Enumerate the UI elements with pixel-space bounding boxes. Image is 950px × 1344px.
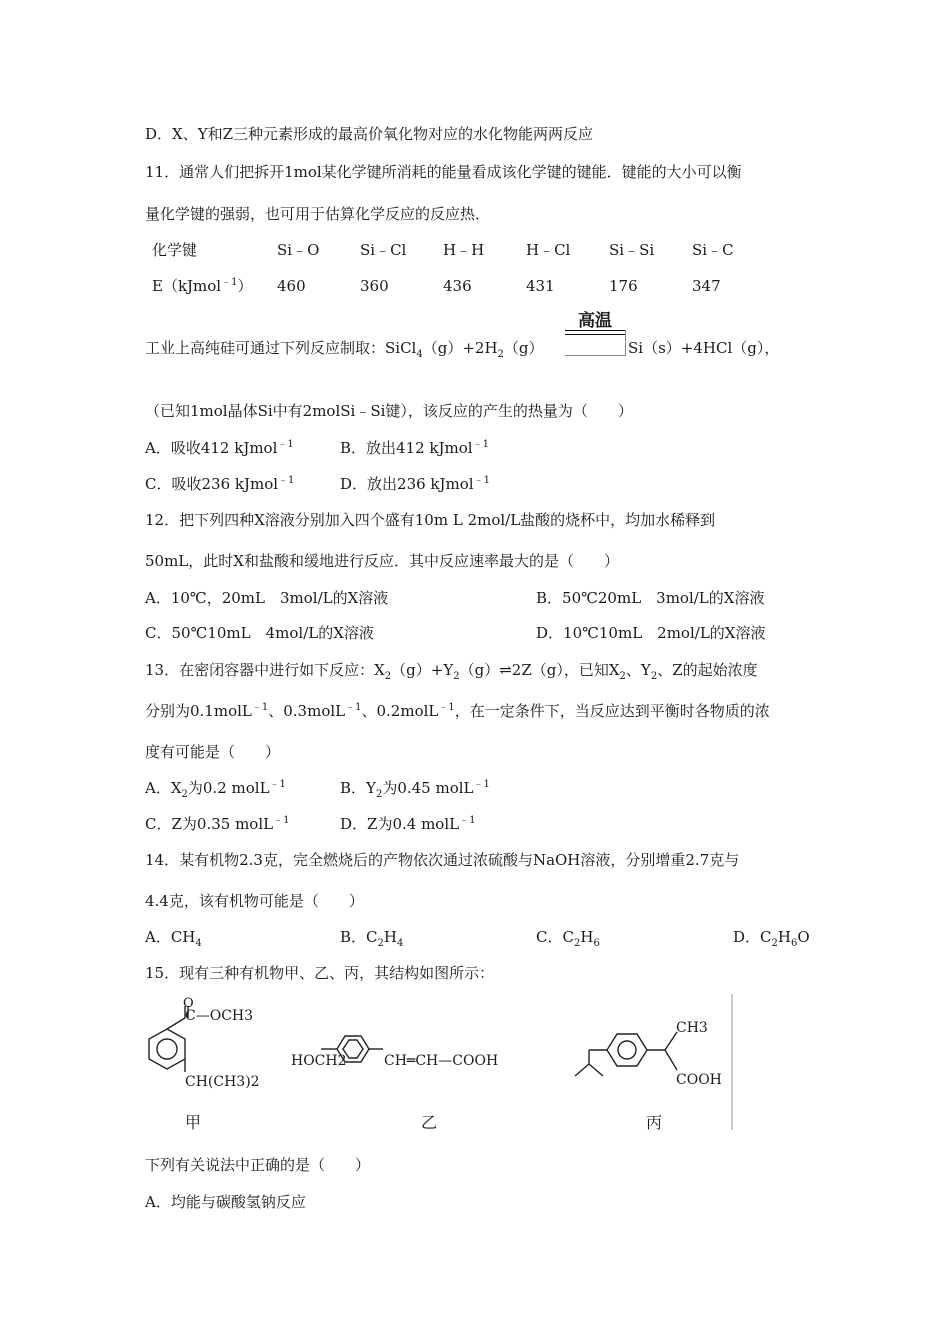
table-header: H﹣H [443,241,485,259]
table-cell: 436 [443,277,472,295]
q12-stem-line2: 50mL，此时X和盐酸和缓地进行反应．其中反应速率最大的是（ ） [145,552,619,570]
table-header: Si﹣O [277,241,320,259]
q13-option-a: A．$X_2$为0.2 molL$^{﹣1}$ [145,779,286,800]
q11-option-c: C．吸收236 kJmol$^{﹣1}$ [145,475,295,493]
q12-stem-line1: 12．把下列四种X溶液分别加入四个盛有10m L 2mol/L盐酸的烧杯中，均加水稀释到 [145,511,716,529]
q10-option-d: D．X、Y和Z三种元素形成的最高价氧化物对应的水化物能两两反应 [145,125,594,143]
structure-bing [575,1032,677,1076]
reaction-condition-label: 高温 [578,311,612,331]
q12-option-d: D．10℃10mL 2mol/L的X溶液 [536,624,766,642]
table-header: Si﹣Si [609,241,655,259]
jia-ester-group: C—OCH3 [185,1008,254,1024]
q12-option-b: B．50℃20mL 3mol/L的X溶液 [536,589,765,607]
label-yi: 乙 [421,1113,438,1132]
reaction-condition-arrow [563,306,627,356]
q12-option-c: C．50℃10mL 4mol/L的X溶液 [145,624,374,642]
q11-option-b: B．放出412 kJmol$^{﹣1}$ [340,439,489,457]
yi-hydroxymethyl: HOCH2 [291,1053,347,1069]
label-jia: 甲 [185,1113,202,1132]
bing-carboxyl: COOH [676,1072,722,1088]
table-cell: 431 [526,277,555,295]
q14-option-d: D．$C_2H_6O$ [733,928,810,949]
q13-stem-line3: 度有可能是（ ） [145,743,281,761]
q11-reaction-left: 工业上高纯硅可通过下列反应制取：$SiCl_4(g)+2H_2(g)$ [145,339,544,360]
q13-option-b: B．$Y_2$为0.45 molL$^{﹣1}$ [340,779,490,800]
q11-stem-line2: 量化学键的强弱，也可用于估算化学反应的反应热． [145,205,491,223]
q14-option-c: C．$C_2H_6$ [536,928,600,949]
q14-stem-line2: 4.4克，该有机物可能是（ ） [145,892,364,910]
q13-option-c: C．Z为0.35 molL$^{﹣1}$ [145,815,290,833]
q15-option-a: A．均能与碳酸氢钠反应 [145,1193,306,1211]
q11-option-a: A．吸收412 kJmol$^{﹣1}$ [145,439,294,457]
q13-stem-line2: 分别为0.1molL$^{﹣1}$、0.3molL$^{﹣1}$、0.2molL$^{﹣1}$，在一定条件下，当反应达到平衡时各物质的浓 [145,702,770,720]
table-header-bond: 化学键 [152,241,198,259]
bing-methyl: CH3 [676,1020,708,1036]
jia-carbonyl-o: O [183,996,194,1011]
q14-option-b: B．$C_2H_4$ [340,928,404,949]
table-header: H﹣Cl [526,241,571,259]
q15-stem-line2: 下列有关说法中正确的是（ ） [145,1156,371,1174]
structure-figure [145,992,735,1132]
table-header: Si﹣C [692,241,734,259]
table-cell: 460 [277,277,306,295]
q11-reaction-right: Si（s）+4HCl（g）， [628,339,780,357]
q14-option-a: A．$CH_4$ [145,928,202,949]
table-header: Si﹣Cl [360,241,407,259]
q11-option-d: D．放出236 kJmol$^{﹣1}$ [340,475,490,493]
q11-stem-line4: （已知1mol晶体Si中有2molSi﹣Si键），该反应的产生的热量为（ ） [145,402,633,420]
table-cell: 176 [609,277,638,295]
structure-jia [149,1006,188,1072]
q12-option-a: A．10℃，20mL 3mol/L的X溶液 [145,589,389,607]
q15-stem-line1: 15．现有三种有机物甲、乙、丙，其结构如图所示： [145,964,495,982]
label-bing: 丙 [646,1113,663,1132]
q13-stem-line1: 13．在密闭容器中进行如下反应：$X_2(g)+Y_2(g)\rightleftharpoons 2Z(g)$，已知$X_2$、$Y_2$、Z的起始浓度 [145,661,758,682]
table-row-label: E（kJmol$^{﹣1}$） [152,277,253,295]
table-cell: 347 [692,277,721,295]
q13-option-d: D．Z为0.4 molL$^{﹣1}$ [340,815,476,833]
table-cell: 360 [360,277,389,295]
jia-isopropyl-group: CH(CH3)2 [185,1074,260,1090]
q14-stem-line1: 14．某有机物2.3克，完全燃烧后的产物依次通过浓硫酸与NaOH溶液，分别增重2.7克与 [145,851,740,869]
q11-stem-line1: 11．通常人们把拆开1mol某化学键所消耗的能量看成该化学键的键能．键能的大小可以衡 [145,163,742,181]
yi-acrylic-chain: CH═CH—COOH [384,1053,499,1069]
